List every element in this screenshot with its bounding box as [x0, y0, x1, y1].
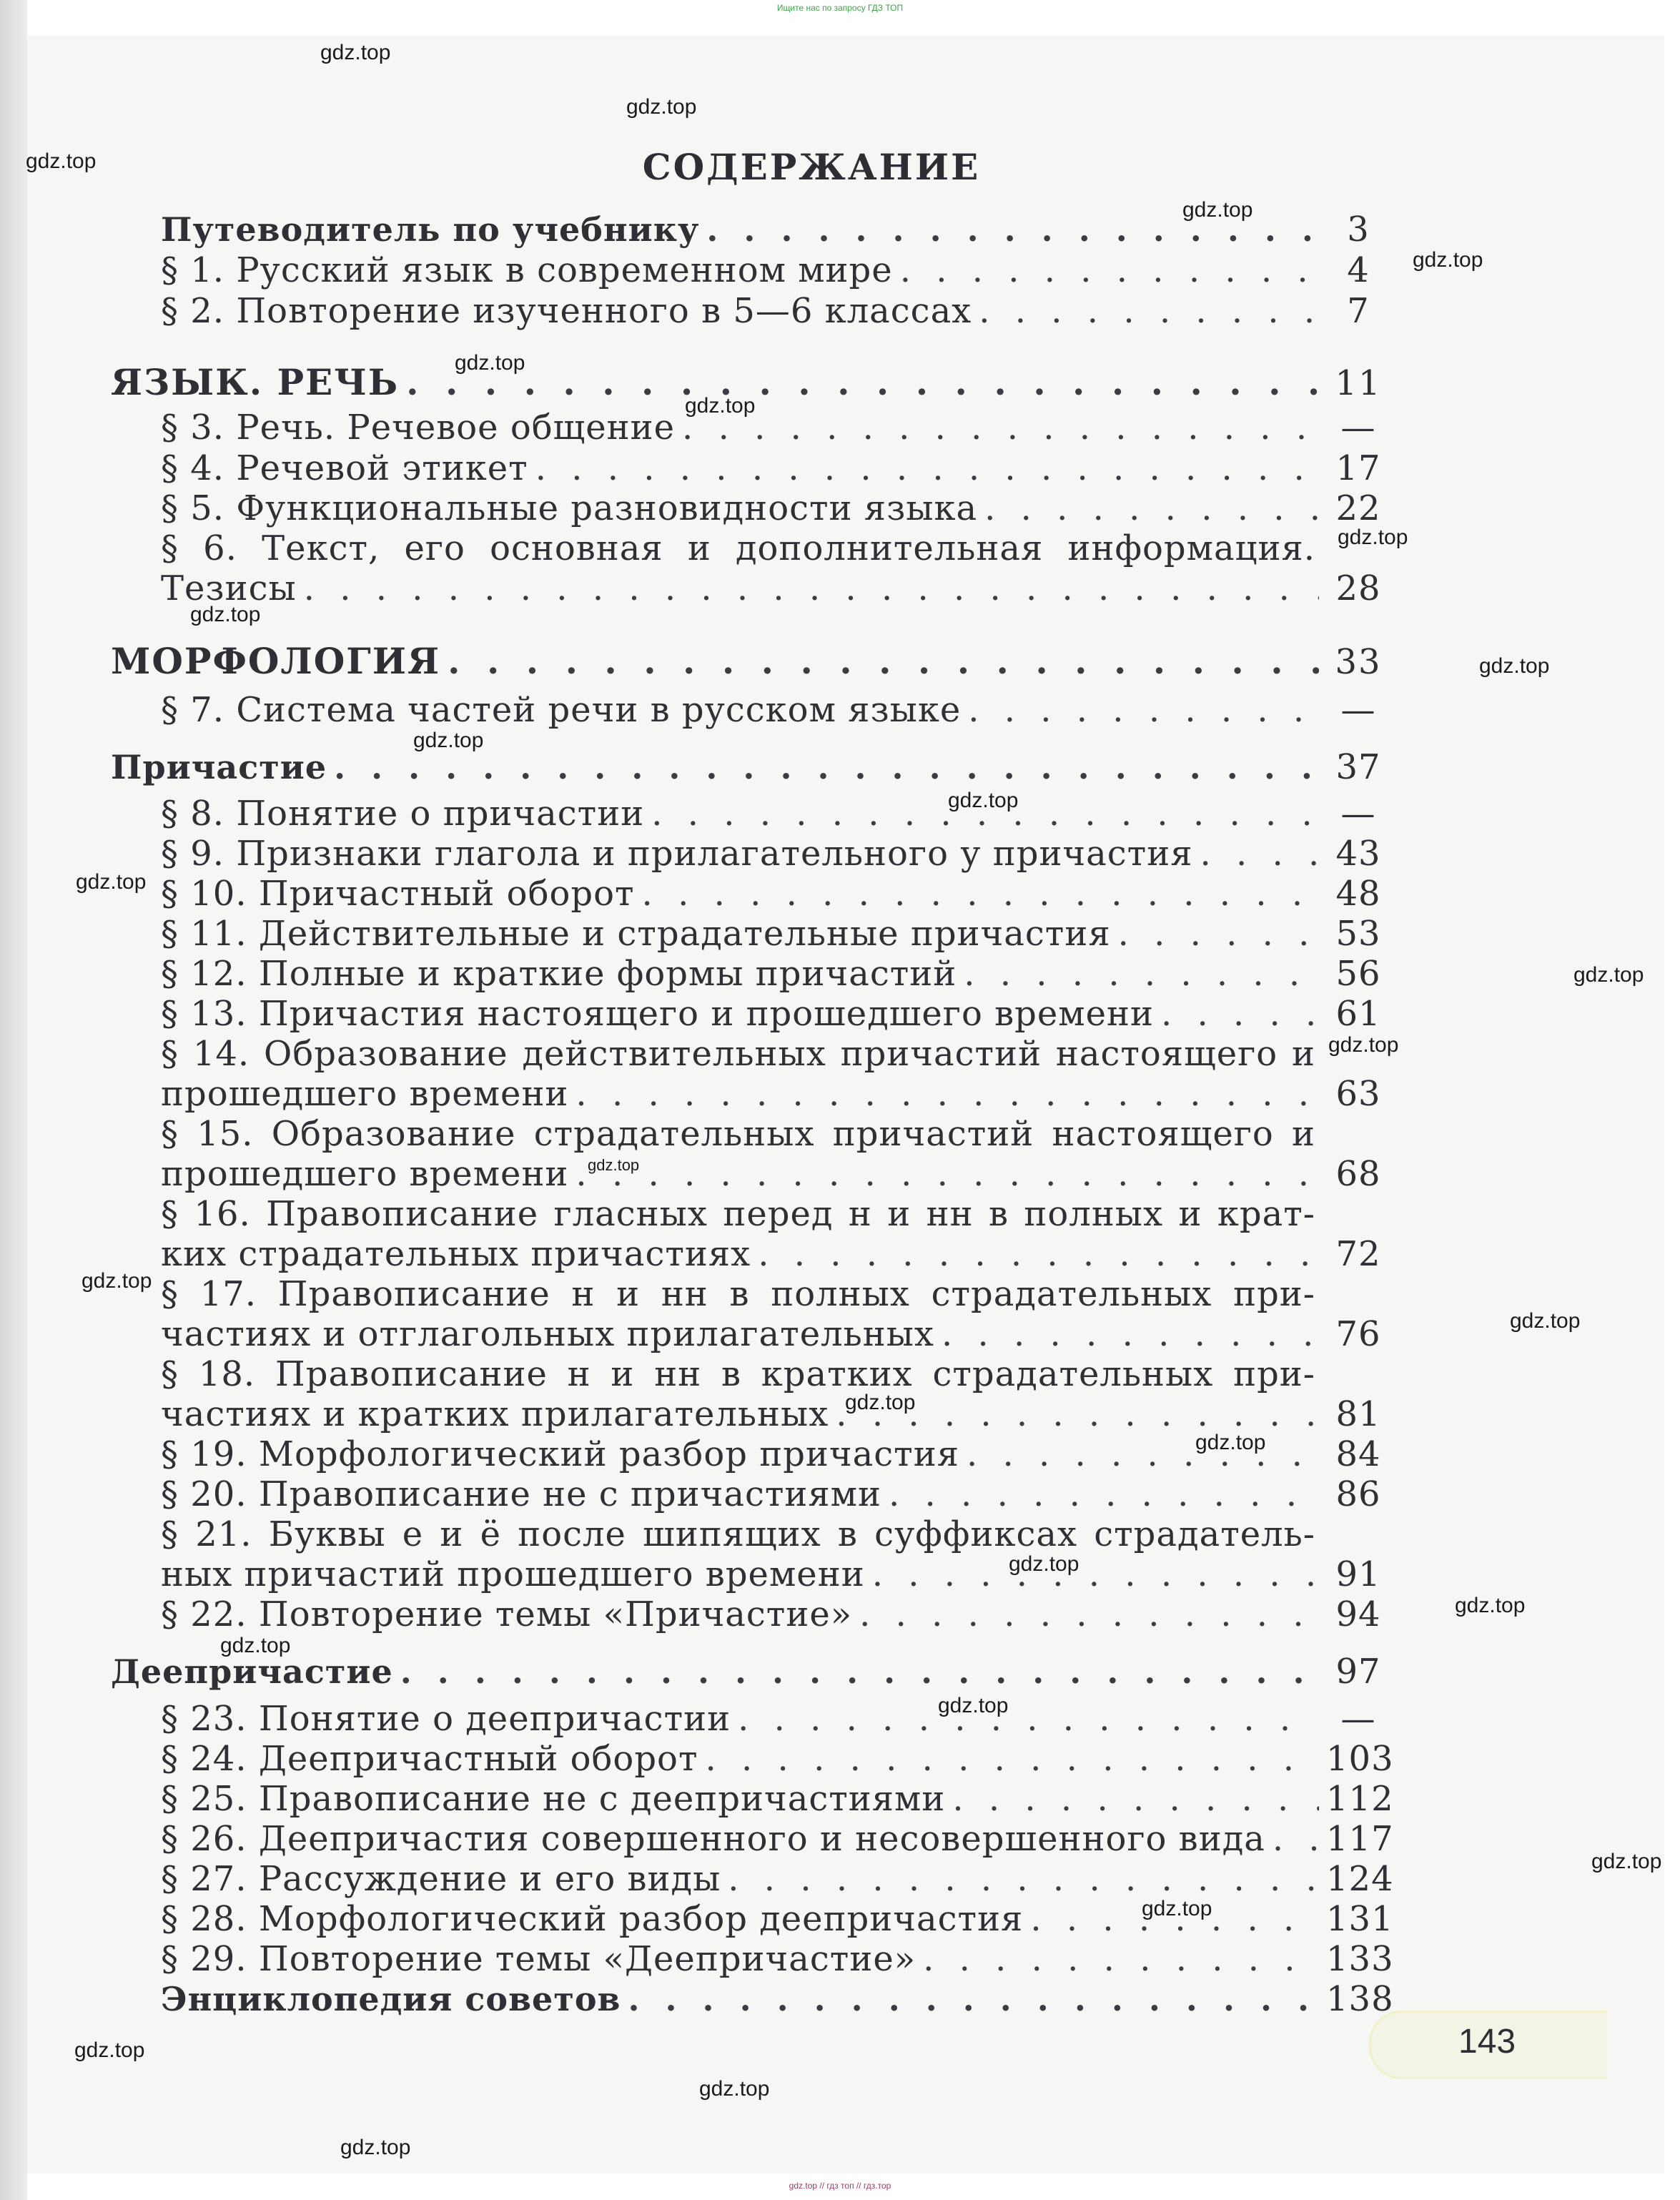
- toc-entry-18-line1: § 18. Правописание н и нн в кратких страдательных при-: [161, 1354, 1315, 1394]
- toc-entry-24[interactable]: [161, 1739, 1394, 1779]
- leader-dots: [1200, 834, 1320, 874]
- toc-entry-page: 72: [1335, 1234, 1381, 1274]
- toc-entry-25[interactable]: [161, 1779, 1394, 1819]
- toc-entry-label: § 26. Деепричастия совершенного и несовершенного вида: [161, 1819, 1265, 1859]
- toc-entry-page: 22: [1335, 488, 1381, 528]
- leader-dots: [448, 641, 1319, 681]
- page-title: СОДЕРЖАНИЕ: [642, 145, 981, 188]
- toc-entry-16[interactable]: [161, 1234, 1390, 1274]
- book-spine-shadow: [0, 0, 27, 2200]
- toc-entry-page: 7: [1347, 291, 1370, 331]
- toc-entry-6[interactable]: [161, 568, 1390, 608]
- leader-dots: [923, 1939, 1319, 1979]
- toc-entry-21[interactable]: [161, 1554, 1390, 1594]
- toc-entry-label: § 4. Речевой этикет: [161, 448, 528, 488]
- watermark: gdz.top: [413, 729, 484, 752]
- watermark: gdz.top: [1455, 1594, 1526, 1617]
- footer-note: gdz.top // гдз топ // гдз.тор: [789, 2181, 891, 2191]
- watermark: gdz.top: [1009, 1552, 1079, 1576]
- watermark: gdz.top: [588, 1156, 640, 1174]
- toc-entry-continuation: ких страдательных причастиях: [161, 1234, 751, 1274]
- toc-entry-29[interactable]: [161, 1939, 1394, 1979]
- toc-entry-label: § 8. Понятие о причастии: [161, 794, 645, 834]
- watermark: gdz.top: [685, 394, 756, 418]
- toc-entry-page: 33: [1335, 642, 1382, 682]
- leader-dots: [575, 1074, 1319, 1114]
- watermark: gdz.top: [1573, 963, 1644, 987]
- watermark: gdz.top: [220, 1634, 291, 1657]
- toc-entry-page: —: [1340, 1699, 1376, 1739]
- toc-entry-page: 61: [1335, 994, 1381, 1034]
- header-note: Ищите нас по запросу ГДЗ ТОП: [776, 3, 904, 13]
- watermark: gdz.top: [455, 351, 525, 375]
- toc-entry-page: 124: [1326, 1859, 1394, 1899]
- toc-entry-page: —: [1340, 408, 1376, 448]
- toc-entry-page: 63: [1335, 1074, 1381, 1114]
- watermark: gdz.top: [76, 870, 147, 894]
- toc-entry-label: § 7. Система частей речи в русском языке: [161, 690, 962, 730]
- leader-dots: [967, 1434, 1319, 1474]
- toc-entry-page: 138: [1326, 1979, 1394, 2019]
- toc-entry-label: § 25. Правописание не с деепричастиями: [161, 1779, 946, 1819]
- watermark: gdz.top: [1338, 526, 1408, 549]
- leader-dots: [406, 362, 1319, 403]
- toc-entry-12[interactable]: [161, 954, 1390, 994]
- toc-entry-label: § 22. Повторение темы «Причастие»: [161, 1594, 853, 1634]
- toc-entry-label: § 5. Функциональные разновидности языка: [161, 488, 978, 528]
- toc-entry-continuation: прошедшего времени: [161, 1074, 569, 1114]
- toc-entry-10[interactable]: [161, 874, 1390, 914]
- toc-entry-20[interactable]: [161, 1474, 1390, 1514]
- toc-entry-label: § 28. Морфологический разбор деепричастия: [161, 1899, 1024, 1939]
- toc-entry-27[interactable]: [161, 1859, 1394, 1899]
- toc-entry-page: 76: [1335, 1314, 1381, 1354]
- watermark: gdz.top: [81, 1269, 152, 1293]
- toc-entry-page: —: [1340, 690, 1376, 730]
- watermark: gdz.top: [1510, 1309, 1581, 1333]
- toc-entry-5[interactable]: [161, 488, 1390, 528]
- toc-entry-continuation: прошедшего времени: [161, 1154, 569, 1194]
- toc-entry-encyclopedia[interactable]: [161, 1979, 1394, 2019]
- toc-entry-label: § 24. Деепричастный оборот: [161, 1739, 698, 1779]
- watermark: gdz.top: [1413, 248, 1483, 272]
- toc-entry-13[interactable]: [161, 994, 1390, 1034]
- toc-subsection-label: Причастие: [111, 748, 327, 786]
- toc-entry-label: § 27. Рассуждение и его виды: [161, 1859, 721, 1899]
- toc-entry-1[interactable]: [161, 250, 1390, 290]
- toc-entry-17-line1: § 17. Правописание н и нн в полных страдательных при-: [161, 1274, 1315, 1314]
- watermark: gdz.top: [699, 2077, 770, 2101]
- watermark: gdz.top: [320, 41, 391, 64]
- toc-entry-page: 86: [1335, 1474, 1381, 1514]
- watermark: gdz.top: [26, 149, 97, 173]
- toc-entry-label: Путеводитель по учебнику: [161, 210, 700, 249]
- watermark: gdz.top: [1195, 1431, 1266, 1454]
- toc-entry-label: § 3. Речь. Речевое общение: [161, 408, 676, 448]
- leader-dots: [575, 1154, 1319, 1194]
- watermark: gdz.top: [938, 1694, 1009, 1717]
- watermark: gdz.top: [1328, 1033, 1399, 1057]
- toc-entry-label: § 23. Понятие о деепричастии: [161, 1699, 731, 1739]
- toc-entry-page: 3: [1347, 209, 1370, 250]
- toc-subsection-participle[interactable]: [111, 747, 1390, 787]
- watermark: gdz.top: [1142, 1897, 1212, 1920]
- page-number: 143: [1458, 2023, 1516, 2061]
- toc-entry-17[interactable]: [161, 1314, 1390, 1354]
- leader-dots: [535, 448, 1319, 488]
- leader-dots: [900, 250, 1319, 290]
- leader-dots: [400, 1652, 1319, 1692]
- toc-subsection-label: Деепричастие: [111, 1652, 393, 1691]
- toc-entry-page: 91: [1335, 1554, 1381, 1594]
- toc-entry-18[interactable]: [161, 1394, 1390, 1434]
- toc-entry-label: § 19. Морфологический разбор причастия: [161, 1434, 959, 1474]
- watermark: gdz.top: [190, 603, 261, 626]
- toc-entry-page: 103: [1326, 1739, 1394, 1779]
- toc-entry-8[interactable]: [161, 794, 1390, 834]
- leader-dots: [334, 747, 1319, 787]
- watermark: gdz.top: [74, 2038, 145, 2062]
- toc-entry-16-line1: § 16. Правописание гласных перед н и нн в полных и крат-: [161, 1194, 1315, 1234]
- watermark: gdz.top: [626, 95, 697, 119]
- leader-dots: [984, 488, 1319, 528]
- leader-dots: [304, 568, 1319, 608]
- toc-entry-page: 56: [1335, 954, 1381, 994]
- toc-entry-page: 17: [1335, 448, 1381, 488]
- toc-entry-page: 94: [1335, 1594, 1381, 1634]
- toc-entry-continuation: Тезисы: [161, 568, 297, 608]
- toc-entry-7[interactable]: [161, 690, 1390, 730]
- toc-entry-label: § 2. Повторение изученного в 5—6 классах: [161, 291, 972, 331]
- toc-entry-page: 4: [1347, 250, 1370, 290]
- toc-entry-label: § 1. Русский язык в современном мире: [161, 250, 893, 290]
- toc-section-morphology[interactable]: [111, 641, 1390, 681]
- toc-entry-label: § 10. Причастный оборот: [161, 874, 635, 914]
- toc-entry-page: 37: [1335, 747, 1381, 787]
- leader-dots: [964, 954, 1319, 994]
- leader-dots: [1273, 1819, 1319, 1859]
- toc-entry-26[interactable]: [161, 1819, 1394, 1859]
- toc-entry-page: 43: [1335, 834, 1381, 874]
- toc-entry-continuation: частиях и кратких прилагательных: [161, 1394, 829, 1434]
- toc-entry-22[interactable]: [161, 1594, 1390, 1634]
- toc-section-label: ЯЗЫК. РЕЧЬ: [111, 361, 400, 403]
- leader-dots: [968, 690, 1319, 730]
- toc-entry-label: § 20. Правописание не с причастиями: [161, 1474, 882, 1514]
- watermark: gdz.top: [1182, 198, 1253, 222]
- leader-dots: [889, 1474, 1319, 1514]
- toc-entry-page: —: [1340, 794, 1376, 834]
- toc-entry-4[interactable]: [161, 448, 1390, 488]
- watermark: gdz.top: [340, 2136, 411, 2159]
- toc-entry-page: 11: [1335, 363, 1382, 403]
- toc-entry-21-line1: § 21. Буквы е и ё после шипящих в суффиксах страдатель-: [161, 1514, 1315, 1554]
- leader-dots: [859, 1594, 1319, 1634]
- toc-entry-page: 84: [1335, 1434, 1381, 1474]
- toc-entry-page: 48: [1335, 874, 1381, 914]
- leader-dots: [642, 874, 1319, 914]
- leader-dots: [942, 1314, 1319, 1354]
- toc-entry-label: § 29. Повторение темы «Деепричастие»: [161, 1939, 916, 1979]
- toc-entry-6-line1: § 6. Текст, его основная и дополнительная информация.: [161, 528, 1315, 568]
- leader-dots: [682, 408, 1319, 448]
- toc-entry-15[interactable]: [161, 1154, 1390, 1194]
- leader-dots: [872, 1554, 1319, 1594]
- toc-entry-3[interactable]: [161, 408, 1390, 448]
- leader-dots: [1118, 914, 1319, 954]
- toc-entry-label: § 9. Признаки глагола и прилагательного у причастия: [161, 834, 1193, 874]
- toc-entry-14-line1: § 14. Образование действительных причастий настоящего и: [161, 1034, 1315, 1074]
- toc-entry-page: 81: [1335, 1394, 1381, 1434]
- toc-entry-page: 112: [1326, 1779, 1394, 1819]
- toc-entry-15-line1: § 15. Образование страдательных причастий настоящего и: [161, 1114, 1315, 1154]
- leader-dots: [979, 291, 1319, 331]
- leader-dots: [628, 1979, 1319, 2019]
- toc-entry-page: 68: [1335, 1154, 1381, 1194]
- toc-subsection-gerund[interactable]: [111, 1652, 1390, 1692]
- toc-entry-11[interactable]: [161, 914, 1390, 954]
- watermark: gdz.top: [1479, 654, 1550, 678]
- leader-dots: [728, 1859, 1319, 1899]
- leader-dots: [706, 1739, 1319, 1779]
- toc-section-label: МОРФОЛОГИЯ: [111, 640, 441, 682]
- watermark: gdz.top: [948, 789, 1019, 812]
- watermark: gdz.top: [845, 1391, 916, 1414]
- leader-dots: [952, 1779, 1319, 1819]
- leader-dots: [758, 1234, 1319, 1274]
- toc-entry-label: Энциклопедия советов: [161, 1980, 621, 2018]
- toc-entry-page: 28: [1335, 568, 1381, 608]
- leader-dots: [1161, 994, 1319, 1034]
- toc-entry-label: § 13. Причастия настоящего и прошедшего времени: [161, 994, 1154, 1034]
- toc-entry-2[interactable]: [161, 291, 1390, 331]
- toc-entry-page: 133: [1326, 1939, 1394, 1979]
- leader-dots: [738, 1699, 1319, 1739]
- toc-entry-9[interactable]: [161, 834, 1390, 874]
- toc-entry-page: 53: [1335, 914, 1381, 954]
- toc-entry-continuation: частиях и отглагольных прилагательных: [161, 1314, 934, 1354]
- toc-entry-label: § 11. Действительные и страдательные причастия: [161, 914, 1111, 954]
- toc-entry-14[interactable]: [161, 1074, 1390, 1114]
- toc-entry-page: 131: [1326, 1899, 1394, 1939]
- toc-entry-page: 97: [1335, 1652, 1381, 1692]
- watermark: gdz.top: [1591, 1850, 1662, 1873]
- toc-entry-page: 117: [1326, 1819, 1394, 1859]
- toc-entry-23[interactable]: [161, 1699, 1390, 1739]
- toc-entry-label: § 12. Полные и краткие формы причастий: [161, 954, 957, 994]
- toc-entry-continuation: ных причастий прошедшего времени: [161, 1554, 865, 1594]
